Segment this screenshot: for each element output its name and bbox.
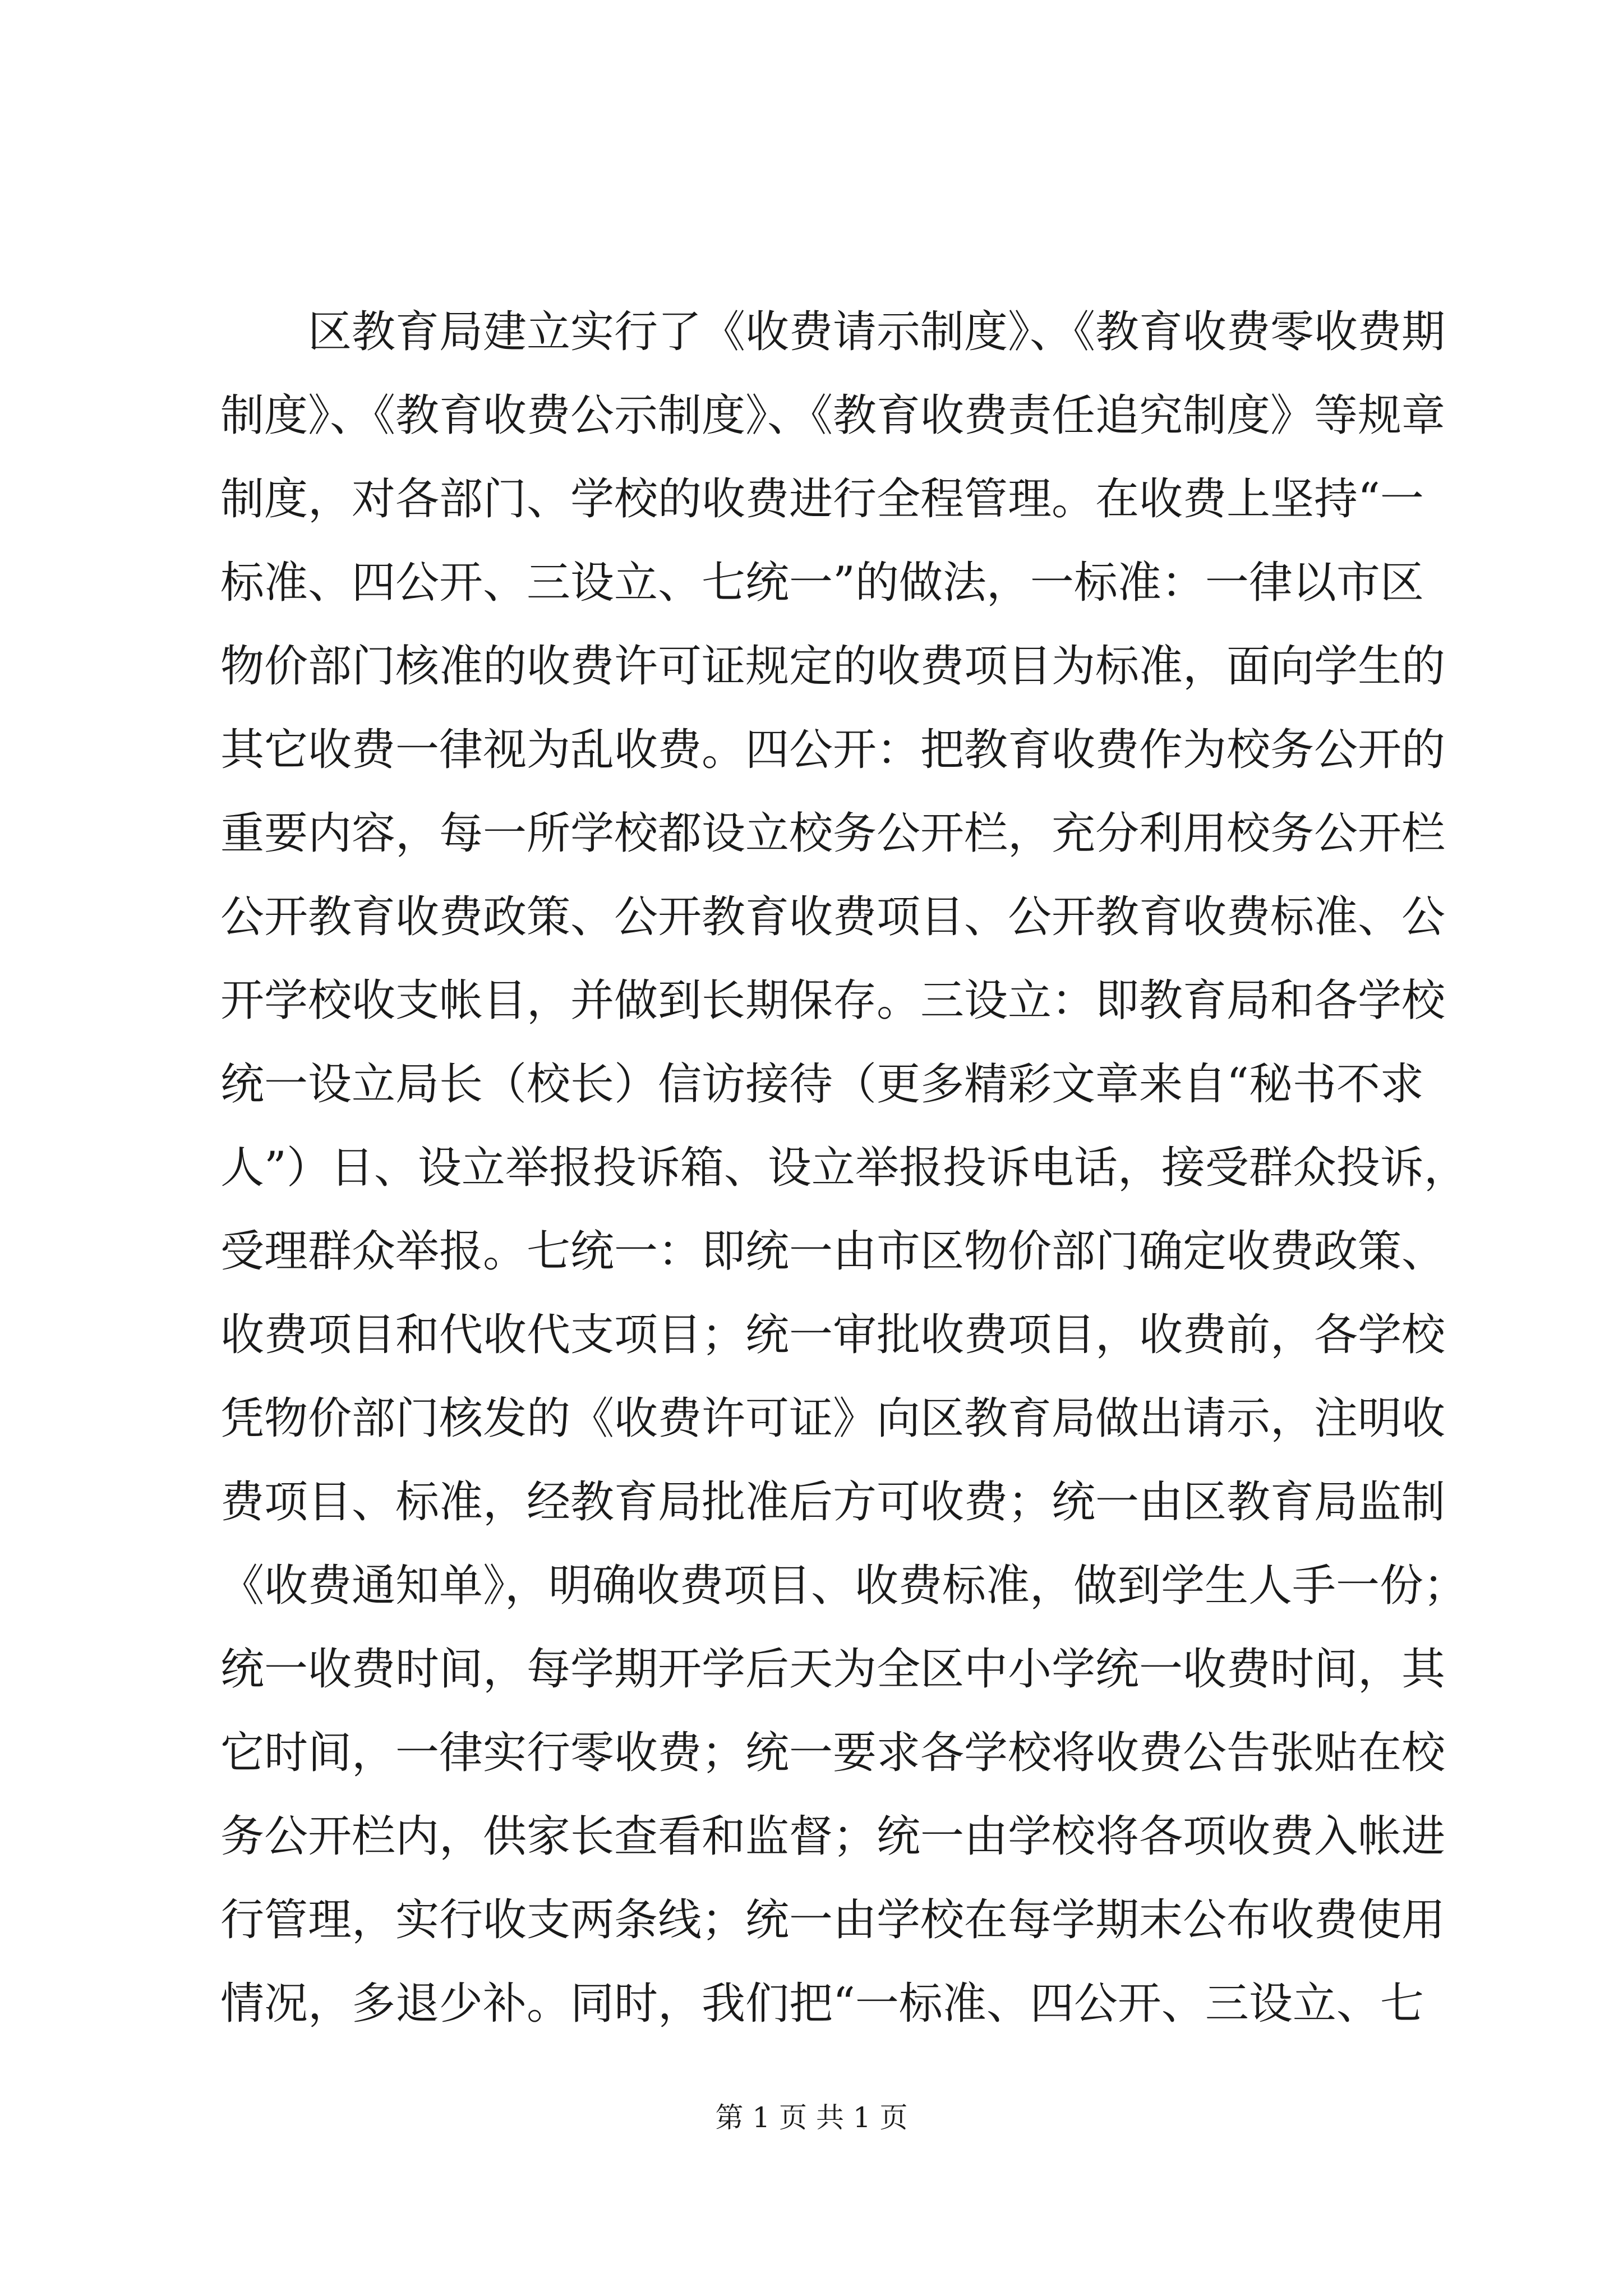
text-line: 人”）日、设立举报投诉箱、设立举报投诉电话，接受群众投诉， <box>220 1143 1468 1193</box>
text-line: 《收费通知单》，明确收费项目、收费标准，做到学生人手一份； <box>220 1561 1468 1611</box>
text-line: 开学校收支帐目，并做到长期保存。三设立：即教育局和各学校 <box>220 976 1446 1026</box>
text-line: 受理群众举报。七统一：即统一由市区物价部门确定收费政策、 <box>220 1226 1446 1277</box>
text-line: 公开教育收费政策、公开教育收费项目、公开教育收费标准、公 <box>220 892 1446 942</box>
text-line: 收费项目和代收代支项目；统一审批收费项目，收费前，各学校 <box>220 1310 1446 1360</box>
text-line: 凭物价部门核发的《收费许可证》向区教育局做出请示，注明收 <box>220 1393 1446 1444</box>
page-number: 第 1 页 共 1 页 <box>715 2101 908 2134</box>
text-line: 区教育局建立实行了《收费请示制度》、《教育收费零收费期 <box>308 307 1446 357</box>
page-footer <box>0 2101 1623 2134</box>
document-body <box>220 291 1468 2046</box>
text-line: 务公开栏内，供家长查看和监督；统一由学校将各项收费入帐进 <box>220 1811 1446 1862</box>
text-line: 统一设立局长（校长）信访接待（更多精彩文章来自“秘书不求 <box>220 1059 1424 1110</box>
text-line: 标准、四公开、三设立、七统一”的做法，一标准：一律以市区 <box>220 558 1424 608</box>
text-line: 制度》、《教育收费公示制度》、《教育收费责任追究制度》等规章 <box>220 390 1446 441</box>
text-line: 情况，多退少补。同时，我们把“一标准、四公开、三设立、七 <box>220 1978 1424 2029</box>
text-line: 费项目、标准，经教育局批准后方可收费；统一由区教育局监制 <box>220 1477 1446 1527</box>
text-line: 统一收费时间，每学期开学后天为全区中小学统一收费时间，其 <box>220 1644 1446 1695</box>
text-line: 重要内容，每一所学校都设立校务公开栏，充分利用校务公开栏 <box>220 808 1446 859</box>
text-line: 制度，对各部门、学校的收费进行全程管理。在收费上坚持“一 <box>220 474 1424 524</box>
text-line: 行管理，实行收支两条线；统一由学校在每学期末公布收费使用 <box>220 1895 1446 1945</box>
text-line: 其它收费一律视为乱收费。四公开：把教育收费作为校务公开的 <box>220 725 1446 775</box>
text-line: 它时间，一律实行零收费；统一要求各学校将收费公告张贴在校 <box>220 1728 1446 1778</box>
text-line: 物价部门核准的收费许可证规定的收费项目为标准，面向学生的 <box>220 641 1446 692</box>
